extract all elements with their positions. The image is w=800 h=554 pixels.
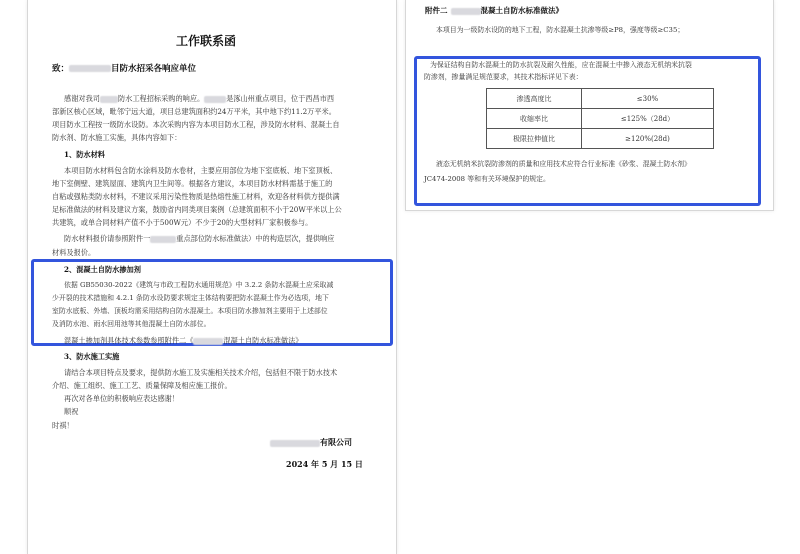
thanks-line: 再次对各单位的积极响应表达感谢！ <box>64 394 180 403</box>
section-1-heading: 1、防水材料 <box>64 150 105 159</box>
section-2-line: 少开裂的技术措施和 4.2.1 条防水设防要求规定主体结构要把防水混凝土作为必选项，地下 <box>52 294 329 302</box>
heading-text: 附件二 <box>425 6 448 15</box>
redacted-text <box>150 236 176 243</box>
table-cell-item: 极限拉伸值比 <box>487 129 582 149</box>
section-1-line: 自粘或强粘类防水材料，不建议采用污染性物质是热熔性施工材料，欢迎各材料供方提供满 <box>52 192 340 201</box>
intro-line-3: 项目防水工程按一级防水设防。本次采购内容为本项目防水工程，涉及防水材料、混凝土自 <box>52 120 340 129</box>
signature-date: 2024 年 5 月 15 日 <box>286 459 363 469</box>
redacted-text <box>451 8 481 15</box>
section-1-line: 共建筑，或单合同材料产值不小于500W元）不少于20的大型材料厂家积极参与。 <box>52 218 313 227</box>
intro-text: 防水工程招标采购的响应。 <box>117 94 205 103</box>
table-cell-item: 渗透高度比 <box>487 89 582 109</box>
redacted-text <box>69 65 111 72</box>
table-cell-value: ≤125%（28d） <box>582 109 714 129</box>
table-row <box>487 129 714 149</box>
reference-text: 防水材料报价请参照附件一 <box>64 234 151 243</box>
table-row <box>487 109 714 129</box>
section-3-heading: 3、防水施工实施 <box>64 352 120 361</box>
signature-company <box>270 437 352 447</box>
closing-line: 时祺！ <box>52 421 74 430</box>
letter-title: 工作联系函 <box>176 34 237 48</box>
table-cell-value: ≤30% <box>582 89 714 109</box>
reference-text: 重点部位防水标准做法）中的构造层次，提供响应 <box>176 234 335 243</box>
regards-line: 顺祝 <box>64 407 79 416</box>
recipient-prefix: 致： <box>52 64 70 74</box>
section-3-line: 介绍、施工组织、施工工艺、质量保障及相应施工报价。 <box>52 381 232 390</box>
table-cell-item: 收缩率比 <box>487 109 582 129</box>
heading-text: 混凝土自防水标准做法》 <box>480 6 563 15</box>
attachment-para-2: JC474-2008 等和有关环境保护的规定。 <box>424 175 550 183</box>
redacted-text <box>270 440 320 447</box>
table-row <box>487 89 714 109</box>
intro-text: 是涿山州重点项目，位于西昌市西 <box>226 94 335 103</box>
section-1-line: 地下室侧壁、建筑屋面、建筑内卫生间等。根据各方建议，本项目防水材料需基于施工的 <box>52 179 333 188</box>
intro-line-4: 防水剂、防水施工实施，具体内容如下： <box>52 133 182 142</box>
attachment-heading <box>425 6 563 15</box>
attachment-line-1: 本项目为一级防水设防的地下工程，防水混凝土抗渗等级≥P8，强度等级≥C35； <box>436 26 685 34</box>
section-1-line: 足标准做法的材料及建议方案，鼓励省内同类项目案例（总建筑面积不小于20W平米以上公 <box>52 205 342 214</box>
intro-text: 感谢对我司 <box>64 94 100 103</box>
letter-recipient <box>52 64 196 74</box>
redacted-text <box>100 96 118 103</box>
recipient-suffix: 目防水招采各响应单位 <box>111 64 197 74</box>
section-2-line: 依据 GB55030-2022《建筑与市政工程防水通用规范》中 3.2.2 条防水混凝土应采取减 <box>64 281 334 289</box>
attachment-para-2: 液态无机纳米抗裂防渗剂的质量和应用技术应符合行业标准《砂浆、混凝土防水剂》 <box>436 160 691 168</box>
section-1-reference <box>64 234 334 243</box>
section-2-heading: 2、混凝土自防水掺加剂 <box>64 265 141 274</box>
section-1-line: 本项目防水材料包含防水涂料及防水卷材，主要应用部位为地下室底板、地下室顶板、 <box>64 166 338 175</box>
section-1-reference-tail: 材料及报价。 <box>52 248 96 257</box>
attachment-para-1: 防渗剂，掺量满足规范要求，其技术指标详见下表： <box>424 73 583 81</box>
intro-line-2: 部新区核心区域，毗邻宁远大道，项目总建筑面积约24万平米，其中地下约11.2万平米。 <box>52 107 336 116</box>
redacted-text <box>204 96 226 103</box>
technical-index-table <box>486 88 714 149</box>
section-2-line: 室防水底板、外墙、顶板均需采用结构自防水混凝土。本项目防水掺加剂主要用于上述部位 <box>52 307 328 315</box>
table-cell-value: ≥120%(28d) <box>582 129 714 149</box>
reference-text: 混凝土自防水标准做法》 <box>223 336 303 345</box>
redacted-text <box>193 338 223 345</box>
reference-text: 混凝土掺加剂具体技术参数参照附件二《 <box>64 336 194 345</box>
company-suffix: 有限公司 <box>320 437 352 447</box>
section-3-line: 请结合本项目特点及要求，提供防水施工及实施相关技术介绍，包括但不限于防水技术 <box>64 368 338 377</box>
section-2-reference <box>64 336 302 345</box>
attachment-para-1: 为保证结构自防水混凝土的防水抗裂及耐久性能，应在混凝土中掺入液态无机纳米抗裂 <box>430 61 692 69</box>
intro-line-1 <box>64 94 334 103</box>
section-2-line: 及消防水池、雨水回用池等其他混凝土自防水部位。 <box>52 320 211 328</box>
